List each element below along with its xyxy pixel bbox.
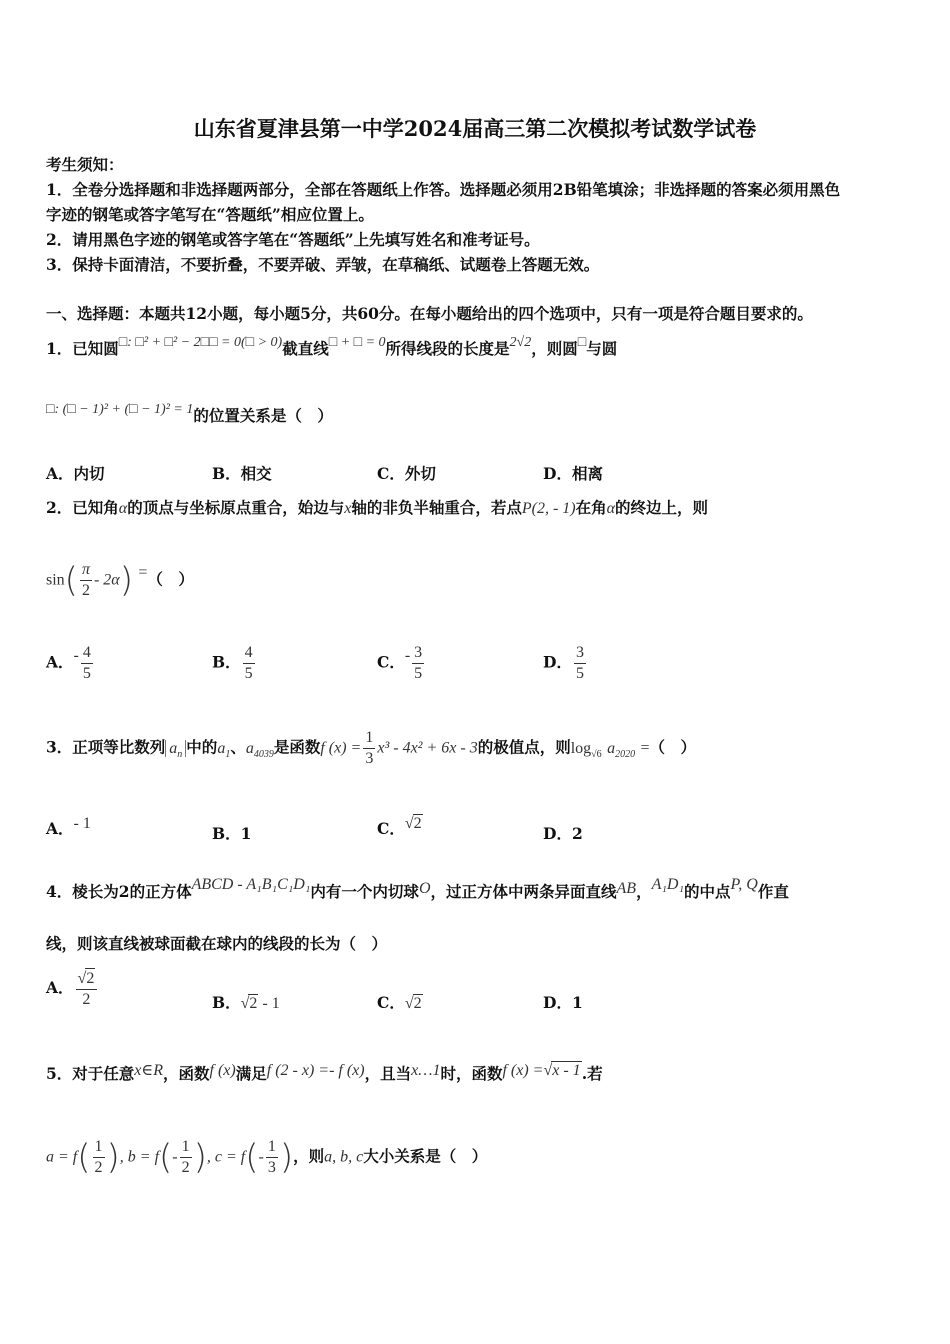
q2-text-5: 的终边上，则	[615, 498, 709, 517]
q4-option-b: B．√2 - 1	[212, 993, 280, 1012]
q3-text-2: 中的	[186, 737, 218, 757]
q1-option-d: D．相离	[543, 464, 603, 483]
q4-b-minus: - 1	[262, 995, 280, 1012]
question-2-line-1	[46, 496, 708, 518]
q2-d-num: 3	[574, 643, 586, 664]
question-3	[46, 728, 696, 769]
q3-option-d: D．2	[543, 824, 583, 843]
q5-x-ge: x…1	[411, 1062, 441, 1079]
q3-a-val: - 1	[73, 815, 91, 832]
q2-x: x	[344, 500, 352, 517]
q2-equals: =	[138, 563, 148, 581]
q3-log-base: √6	[591, 748, 602, 760]
q1-line-equation: □ + □ = 0	[328, 335, 386, 350]
q2-alpha-2: α	[606, 500, 616, 517]
q5-b-num: 1	[180, 1137, 192, 1158]
q5-c-den: 3	[267, 1159, 276, 1176]
q4-option-c-label: C．	[377, 993, 405, 1012]
q2-alpha: α	[118, 500, 128, 517]
q5-abc: a, b, c	[324, 1148, 364, 1166]
q1-circle-equation: □: □² + □² − 2□□ = 0(□ > 0)	[118, 335, 283, 350]
q3-option-c-label: C．	[377, 819, 405, 838]
q3-a1: a	[217, 739, 226, 757]
q2-right-paren: )	[119, 560, 133, 601]
q5-fdef: f (x) =	[502, 1062, 544, 1079]
q4-option-d: D．1	[543, 993, 583, 1012]
q2-minus-2alpha: - 2α	[93, 571, 120, 589]
q1-text-4: ，则圆	[531, 339, 578, 358]
q2-point: P(2, - 1)	[521, 500, 576, 517]
q5-sqrt-arg: x - 1	[552, 1062, 581, 1079]
q2-a-num: 4	[81, 643, 93, 664]
notice-line-3: 3．保持卡面清洁，不要折叠，不要弄破、弄皱，在草稿纸、试题卷上答题无效。	[46, 255, 600, 274]
q3-option-a-label: A．	[46, 819, 74, 838]
section-heading: 一、选择题：本题共12小题，每小题5分，共60分。在每小题给出的四个选项中，只有一项是符合题目要求的。	[46, 304, 813, 323]
q2-c-den: 5	[414, 665, 423, 682]
q2-d-den: 5	[575, 665, 584, 682]
q5-xR: x∈R	[134, 1062, 164, 1079]
q5-a-eq: a = f	[46, 1148, 78, 1166]
q4-c-val: 2	[413, 995, 422, 1012]
q1-option-b: B．相交	[212, 464, 272, 483]
q5-a-den: 2	[94, 1159, 103, 1176]
q5-text-3: 满足	[235, 1064, 267, 1083]
q1-text-5: 与圆	[586, 339, 618, 358]
q3-fx: f (x) =	[320, 739, 362, 757]
q4-a-den: 2	[82, 991, 91, 1008]
notice-line-1a: 1．全卷分选择题和非选择题两部分，全部在答题纸上作答。选择题必须用2B铅笔填涂；非选择题的答案必须用黑色	[46, 180, 841, 199]
q2-c-num: 3	[412, 643, 424, 664]
question-1-line-1	[46, 337, 617, 359]
q2-left-paren: (	[64, 560, 78, 601]
q3-a1-sub: 1	[225, 748, 231, 760]
q2-two: 2	[81, 582, 90, 599]
q4-text-2: 内有一个内切球	[310, 882, 419, 901]
q3-option-c: C．√2	[377, 815, 422, 838]
q3-text-4: 的极值点，则	[477, 737, 571, 757]
q4-option-a	[46, 968, 99, 1010]
q1-circle-2-equation: □: (□ − 1)² + (□ − 1)² = 1	[46, 402, 194, 417]
q5-text-2: ，函数	[163, 1064, 210, 1083]
q3-text-1: 3．正项等比数列	[46, 737, 166, 757]
q1-text-2: 截直线	[282, 339, 329, 358]
question-4-line-1	[46, 876, 789, 902]
question-1-line-2	[46, 404, 333, 426]
q1-text-1: 1．已知圆	[46, 339, 119, 358]
q5-text-1: 5．对于任意	[46, 1064, 135, 1083]
q5-text-6: .若	[581, 1064, 603, 1083]
q2-text-1: 2．已知角	[46, 498, 119, 517]
q3-den: 3	[365, 750, 374, 767]
q4-option-a-label: A．	[46, 978, 74, 997]
q4-text-4: 的中点	[684, 882, 731, 901]
q4-b-val: 2	[249, 995, 258, 1012]
q3-poly: x³ - 4x² + 6x - 3	[377, 739, 478, 757]
q1-text-6: 的位置关系是（ ）	[193, 406, 333, 425]
q2-option-c-label: C．	[377, 652, 405, 672]
q5-b-frac	[180, 1137, 192, 1178]
question-5-line-2: a = f( $\frac{1}{2}$ ), b = f(- $\frac{1}{2}$ ), c = f(- $\frac{1}{3}$ )，则a, b, c大小关系是（ ）	[46, 1137, 488, 1178]
q4-a-num: 2	[86, 970, 95, 987]
q2-option-d	[543, 643, 588, 684]
q2-option-d-label: D．	[543, 652, 572, 672]
q2-pi-over-2	[80, 560, 92, 601]
q4-option-c: C．√2	[377, 993, 422, 1012]
q5-text-7: ，则	[293, 1146, 325, 1166]
q3-seq: a	[169, 739, 178, 757]
q3-option-a	[46, 817, 91, 839]
q5-b-neg: -	[172, 1148, 178, 1166]
notice-heading: 考生须知：	[46, 155, 124, 174]
q2-c-frac	[412, 643, 424, 684]
q4-comma: ，	[636, 882, 652, 901]
q5-fx: f (x)	[209, 1062, 236, 1079]
q3-answer-paren: （ ）	[649, 737, 697, 757]
q4-PQ: P, Q	[730, 876, 758, 893]
q2-text-3: 轴的非负半轴重合，若点	[351, 498, 522, 517]
q3-a2020: a	[607, 739, 616, 757]
q5-a-num: 1	[93, 1137, 105, 1158]
q1-circle-name: □	[577, 335, 587, 350]
q5-c-neg: -	[258, 1148, 264, 1166]
q2-text-4: 在角	[575, 498, 607, 517]
q4-A1D1: A₁D₁	[651, 876, 685, 893]
page-title: 山东省夏津县第一中学2024届高三第二次模拟考试数学试卷	[193, 116, 757, 141]
question-4-line-2: 线，则该直线被球面截在球内的线段的长为（ ）	[46, 934, 388, 953]
q5-c-num: 1	[266, 1137, 278, 1158]
q5-text-8: 大小关系是（ ）	[363, 1146, 488, 1166]
q2-option-c	[377, 643, 426, 684]
q3-a4039: a	[245, 739, 254, 757]
q2-d-frac	[574, 643, 586, 684]
q4-option-b-label: B．	[212, 993, 241, 1012]
q4-text-5: 作直	[757, 882, 789, 901]
q5-b-eq: , b = f	[119, 1148, 160, 1166]
q2-sin: sin	[46, 571, 65, 589]
q3-c-val: 2	[413, 815, 422, 832]
q5-c-eq: , c = f	[206, 1148, 246, 1166]
q3-frac	[363, 728, 375, 769]
q3-equals: =	[640, 739, 650, 757]
q3-sep: 、	[230, 737, 246, 757]
q2-option-b-label: B．	[212, 652, 241, 672]
question-5-line-1: 5．对于任意x∈R，函数f (x)满足f (2 - x) =- f (x)，且当x…1时，函数f (x) =√x - 1.若	[46, 1062, 603, 1083]
q1-option-a: A．内切	[46, 464, 105, 483]
q4-O: O	[418, 880, 431, 897]
q3-text-3: 是函数	[273, 737, 321, 757]
q3-seq-sub: n	[177, 748, 183, 760]
q5-b-den: 2	[181, 1159, 190, 1176]
notice-line-1b: 字迹的钢笔或答字笔写在“答题纸”相应位置上。	[46, 205, 374, 224]
q1-option-c: C．外切	[377, 464, 436, 483]
notice-line-2: 2．请用黑色字迹的钢笔或答字笔在“答题纸”上先填写姓名和准考证号。	[46, 230, 540, 249]
q4-a-frac: $\frac{√2}{2}$	[76, 968, 98, 1010]
q2-text-2: 的顶点与坐标原点重合，始边与	[127, 498, 345, 517]
q1-chord-length: 2√2	[509, 335, 532, 350]
q2-a-neg: -	[73, 646, 79, 664]
q2-b-num: 4	[243, 643, 255, 664]
q2-b-frac	[243, 643, 255, 684]
q2-pi: π	[80, 560, 92, 581]
q5-text-4: ，且当	[364, 1064, 412, 1083]
q2-answer-paren: （ ）	[147, 569, 194, 589]
q5-c-frac	[266, 1137, 278, 1178]
q2-c-neg: -	[404, 646, 411, 664]
q5-a-frac	[93, 1137, 105, 1178]
q4-text-1: 4．棱长为2的正方体	[46, 882, 192, 901]
q1-text-3: 所得线段的长度是	[385, 339, 510, 358]
q4-text-3: ，过正方体中两条异面直线	[430, 882, 617, 901]
q2-a-frac	[81, 643, 93, 684]
q3-a4039-sub: 4039	[253, 748, 274, 760]
q4-cube: ABCD - A₁B₁C₁D₁	[191, 876, 311, 893]
q5-text-5: 时，函数	[440, 1064, 503, 1083]
question-2-formula	[46, 560, 194, 601]
q2-b-den: 5	[244, 665, 253, 682]
q2-option-a-label: A．	[46, 652, 74, 672]
q3-a2020-sub: 2020	[615, 748, 636, 760]
q5-condition: f (2 - x) =- f (x)	[266, 1062, 365, 1079]
q2-option-b	[212, 643, 257, 684]
q3-option-b: B．1	[212, 824, 252, 843]
q2-a-den: 5	[82, 665, 91, 682]
q2-option-a	[46, 643, 95, 684]
q4-AB: AB	[616, 880, 637, 897]
q3-log: log	[570, 739, 592, 757]
q3-num: 1	[363, 728, 375, 749]
